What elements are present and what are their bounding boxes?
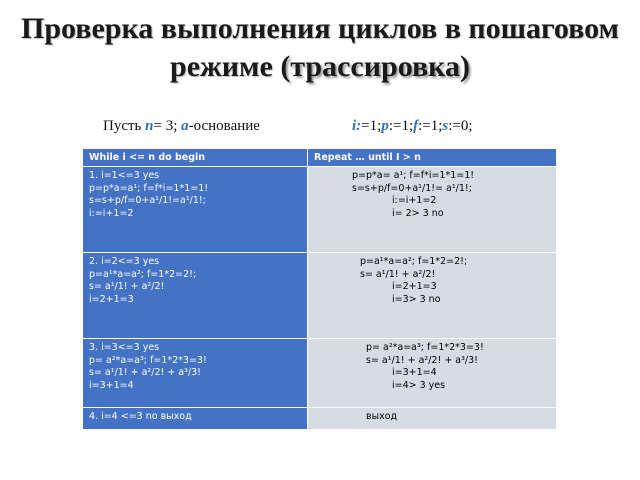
cell-line: s= a¹/1! + a²/2!	[89, 281, 165, 292]
cell-line: p= a²*a=a³; f=1*2*3=3!	[89, 354, 207, 366]
table-row	[83, 339, 557, 408]
repeat-step-3	[308, 339, 557, 408]
title-highlight: (трассировка)	[280, 50, 470, 83]
repeat-step-4	[308, 408, 557, 430]
table-row	[83, 253, 557, 339]
params-intro: Пусть	[103, 118, 146, 134]
p-init: :=1;	[388, 118, 414, 134]
cell-line: i=3+1=4	[89, 379, 134, 391]
repeat-step-2	[308, 253, 557, 339]
var-p: p	[381, 118, 389, 134]
cell-line: i=2+1=3	[392, 281, 437, 292]
title-main: Проверка выполнения циклов в пошаговом режиме	[21, 12, 619, 83]
i-init: =1;	[361, 118, 382, 134]
header-repeat: Repeat … until I > n	[308, 149, 557, 167]
while-step-3	[83, 339, 308, 408]
cell-line: p=p*a= a¹; f=f*i=1*1=1!	[352, 170, 475, 181]
cell-line: i=4> 3 yes	[392, 379, 446, 391]
slide-title	[20, 10, 620, 86]
initial-values	[0, 118, 640, 140]
cell-line: s= a¹/1! + a²/2! + a³/3!	[366, 354, 478, 366]
s-init: :=0;	[448, 118, 473, 134]
cell-line: i:=i+1=2	[392, 195, 437, 206]
cell-line: s=s+p/f=0+a¹/1!=a¹/1!;	[89, 195, 206, 206]
header-while: While i <= n do begin	[83, 149, 308, 167]
var-f: f	[413, 118, 419, 134]
f-init: :=1;	[418, 118, 443, 134]
while-step-2	[83, 253, 308, 339]
cell-line: выход	[366, 411, 398, 422]
cell-line: i= 2> 3 no	[392, 207, 444, 219]
var-i: i:	[352, 118, 362, 134]
cell-line: i=3+1=4	[392, 367, 437, 378]
cell-line: 2. i=2<=3 yes	[89, 256, 160, 267]
cell-line: 4. i=4 <=3 no выход	[89, 411, 192, 422]
table-row	[83, 408, 557, 430]
cell-line: p=a¹*a=a²; f=1*2=2!;	[360, 256, 468, 267]
table-row	[83, 167, 557, 253]
params-right	[352, 118, 473, 135]
while-step-1	[83, 167, 308, 253]
cell-line: s= a¹/1! + a²/2! + a³/3!	[89, 367, 201, 378]
cell-line: p= a²*a=a³; f=1*2*3=3!	[366, 342, 484, 353]
params-left	[103, 118, 260, 135]
cell-line: s=s+p/f=0+a¹/1!= a¹/1!;	[352, 182, 472, 194]
cell-line: s= a¹/1! + a²/2!	[360, 268, 436, 280]
cell-line: i:=i+1=2	[89, 207, 134, 219]
while-step-4	[83, 408, 308, 430]
repeat-step-1	[308, 167, 557, 253]
var-n: n	[145, 118, 154, 134]
trace-table	[82, 148, 557, 430]
var-s: s	[442, 118, 449, 134]
cell-line: 3. i=3<=3 yes	[89, 342, 160, 353]
n-value: = 3;	[153, 118, 182, 134]
cell-line: p=a¹*a=a²; f=1*2=2!;	[89, 268, 197, 280]
cell-line: p=p*a=a¹; f=f*i=1*1=1!	[89, 182, 209, 194]
table-header-row	[83, 149, 557, 167]
cell-line: i=2+1=3	[89, 293, 134, 305]
cell-line: 1. i=1<=3 yes	[89, 170, 160, 181]
cell-line: i=3> 3 no	[392, 293, 441, 305]
a-description: -основание	[188, 118, 260, 134]
var-a: a	[181, 118, 189, 134]
